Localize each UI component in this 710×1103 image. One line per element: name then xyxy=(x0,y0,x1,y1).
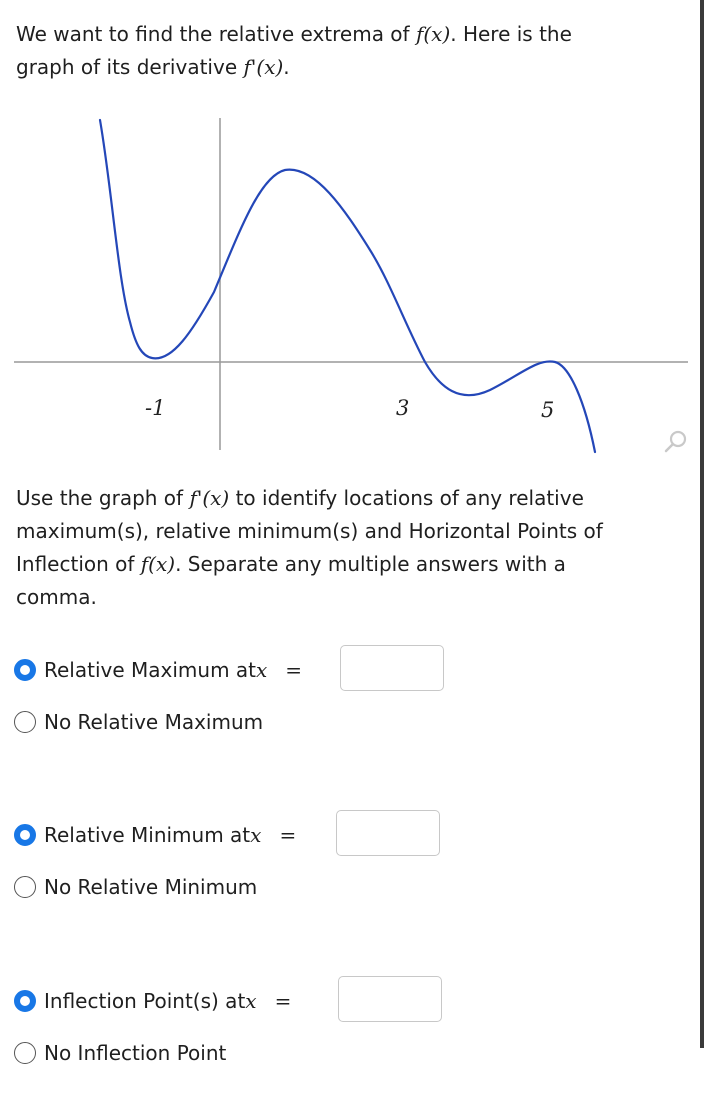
search-icon[interactable] xyxy=(662,428,690,456)
radio-selected-icon[interactable] xyxy=(14,824,36,846)
no-inflection-option[interactable]: No Inflection Point xyxy=(14,1037,226,1069)
relative-min-input[interactable] xyxy=(336,810,440,856)
radio-selected-icon[interactable] xyxy=(14,659,36,681)
relative-max-input[interactable] xyxy=(340,645,444,691)
radio-unselected-icon[interactable] xyxy=(14,711,36,733)
derivative-curve xyxy=(100,120,595,452)
inflection-option[interactable]: Inflection Point(s) at x = xyxy=(14,985,291,1017)
tick-label-neg1: -1 xyxy=(145,396,166,420)
radio-unselected-icon[interactable] xyxy=(14,1042,36,1064)
radio-selected-icon[interactable] xyxy=(14,990,36,1012)
intro-text: We want to find the relative extrema of f(x). Here is the graph of its derivative f'(x). xyxy=(16,22,572,79)
tick-label-5: 5 xyxy=(541,398,555,422)
derivative-graph xyxy=(0,110,700,455)
instructions-text: Use the graph of f'(x) to identify locations of any relative maximum(s), relative minimum(s) and Horizontal Points of Inflection of f(x). Separate any multiple answers with a comma. xyxy=(16,486,603,609)
radio-unselected-icon[interactable] xyxy=(14,876,36,898)
no-relative-max-option[interactable]: No Relative Maximum xyxy=(14,706,263,738)
scrollbar[interactable] xyxy=(700,0,704,1048)
relative-min-option[interactable]: Relative Minimum at x = xyxy=(14,819,296,851)
math-f-of-x: f(x) xyxy=(140,552,176,576)
math-f-prime: f'(x) xyxy=(243,55,284,79)
no-relative-min-option[interactable]: No Relative Minimum xyxy=(14,871,257,903)
relative-max-option[interactable]: Relative Maximum at x = xyxy=(14,654,302,686)
tick-label-3: 3 xyxy=(396,396,410,420)
math-f-prime: f'(x) xyxy=(189,486,230,510)
inflection-input[interactable] xyxy=(338,976,442,1022)
math-f-of-x: f(x) xyxy=(415,22,451,46)
